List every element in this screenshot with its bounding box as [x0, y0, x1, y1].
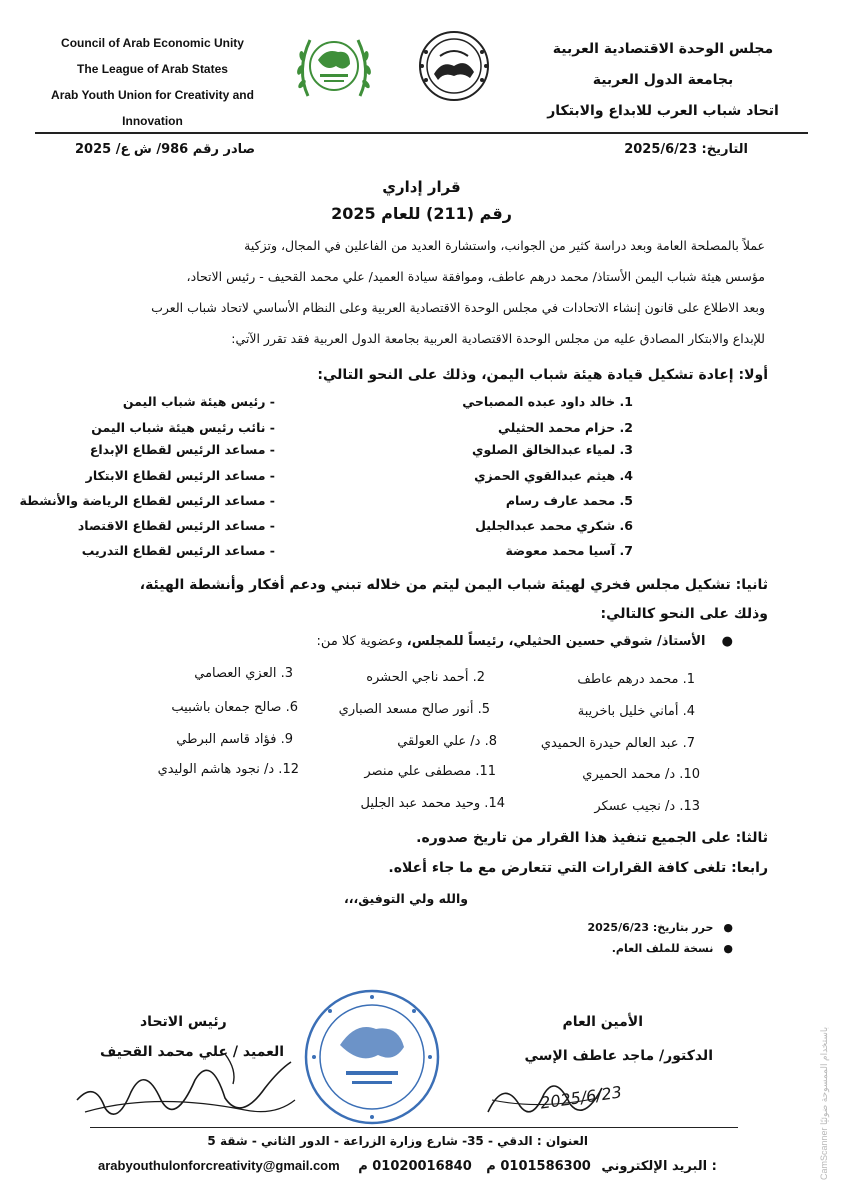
leader-role: - مساعد الرئيس لقطاع الإبداع	[89, 442, 275, 457]
note-text: حرر بتاريخ: 2025/6/23	[587, 921, 714, 934]
en-header-line-4: Innovation	[122, 114, 183, 128]
en-header-line-2: The League of Arab States	[77, 62, 228, 76]
chair-suffix: وعضوية كلا من:	[316, 634, 403, 649]
third-clause: ثالثا: على الجميع تنفيذ هذا القرار من تاريخ صدوره.	[416, 830, 768, 846]
fourth-clause: رابعا: تلغى كافة القرارات التي تتعارض مع ما جاء أعلاه.	[388, 860, 768, 876]
ar-header-line-3: اتحاد شباب العرب للابداع والابتكار	[547, 103, 779, 119]
footer-phone-2: 01020016840 م	[358, 1159, 472, 1174]
leader-name: 3. لمياء عبدالخالق الصلوي	[472, 442, 633, 457]
council-member: 7. عبد العالم حيدرة الحميدي	[540, 736, 695, 751]
leader-name: 1. خالد داود عبده المصباحي	[462, 394, 633, 409]
president-title: رئيس الاتحاد	[140, 1014, 227, 1030]
leader-role: - نائب رئيس هيئة شباب اليمن	[91, 420, 275, 435]
council-member: 4. أماني خليل باخريبة	[577, 704, 695, 719]
secretary-title: الأمين العام	[562, 1014, 643, 1030]
council-member: 6. صالح جمعان باشبيب	[171, 700, 298, 715]
preamble-line: عملاً بالمصلحة العامة وبعد دراسة كثير من الجوانب، واستشارة العديد من الفاعلين في المجال، وتزكية	[244, 238, 765, 253]
scanner-watermark: CamScanner باستخدام الممسوحة ضوئيًا	[819, 1026, 829, 1180]
arabic-header	[533, 34, 793, 127]
copy-note	[612, 942, 733, 955]
council-chair	[317, 634, 733, 649]
footer-email[interactable]: arabyouthulonforcreativity@gmail.com	[98, 1158, 340, 1173]
header-divider	[35, 132, 808, 134]
council-member: 12. د/ نجود هاشم الوليدي	[157, 762, 299, 777]
leader-role: - مساعد الرئيس لقطاع التدريب	[81, 543, 275, 558]
document-date: التاريخ: 2025/6/23	[624, 142, 748, 157]
second-section-heading: ثانيا: تشكيل مجلس فخري لهيئة شباب اليمن ليتم من خلاله تبني ودعم أفكار وأنشطة الهيئة،	[139, 577, 768, 593]
council-member: 2. أحمد ناجي الحشره	[366, 670, 485, 685]
preamble-line: وبعد الاطلاع على قانون إنشاء الاتحادات في مجلس الوحدة الاقتصادية العربية وعلى النظام الأساسي لاتحاد شباب العرب	[151, 300, 765, 315]
leader-role: - رئيس هيئة شباب اليمن	[122, 394, 275, 409]
preamble-line: مؤسس هيئة شباب اليمن الأستاذ/ محمد درهم عاطف، وموافقة سيادة العميد/ علي محمد القحيف - رئيس الاتحاد،	[186, 269, 765, 284]
second-section-subheading: وذلك على النحو كالتالي:	[600, 606, 768, 622]
council-member: 10. د/ محمد الحميري	[582, 767, 700, 782]
council-member: 5. أنور صالح مسعد الصباري	[338, 702, 490, 717]
leader-name: 7. آسيا محمد معوضة	[505, 543, 633, 558]
council-member: 1. محمد درهم عاطف	[577, 672, 695, 687]
council-member: 14. وحيد محمد عبد الجليل	[360, 796, 505, 811]
bullet-icon: ●	[721, 634, 733, 649]
footer-contacts	[98, 1158, 717, 1174]
footer-email-label: : البريد الإلكتروني	[601, 1159, 717, 1174]
footer-divider	[90, 1127, 738, 1128]
council-member: 13. د/ نجيب عسكر	[594, 799, 700, 814]
council-member: 3. العزي العصامي	[194, 666, 293, 681]
en-header-line-1: Council of Arab Economic Unity	[61, 36, 244, 50]
leader-role: - مساعد الرئيس لقطاع الابتكار	[85, 468, 275, 483]
closing-phrase: والله ولي التوفيق،،،	[344, 891, 468, 906]
ar-header-line-2: بجامعة الدول العربية	[592, 72, 734, 88]
youth-union-logo	[292, 26, 376, 110]
leader-name: 6. شكري محمد عبدالجليل	[475, 518, 633, 533]
issued-date-note	[587, 921, 733, 934]
reference-number: صادر رقم 986/ ش ع/ 2025	[75, 142, 256, 157]
president-signature	[65, 1040, 305, 1130]
preamble-line: للإبداع والابتكار المصادق عليه من مجلس الوحدة الاقتصادية العربية بجامعة الدول العربية فقد تقرر الآتي:	[231, 331, 765, 346]
leader-role: - مساعد الرئيس لقطاع الرياضة والأنشطة	[19, 493, 275, 508]
chair-name: الأستاذ/ شوقي حسين الحثيلي، رئيساً للمجلس،	[406, 634, 706, 649]
en-header-line-3: Arab Youth Union for Creativity and	[51, 88, 254, 102]
bullet-icon: ●	[723, 921, 733, 934]
bullet-icon: ●	[723, 942, 733, 955]
leader-name: 2. حزام محمد الحثيلي	[497, 420, 633, 435]
leader-name: 4. هيثم عبدالقوي الحمزي	[474, 468, 633, 483]
president-name: العميد / علي محمد القحيف	[100, 1044, 285, 1060]
footer-phone-1: 0101586300 م	[486, 1159, 591, 1174]
council-member: 11. مصطفى علي منصر	[364, 764, 496, 779]
council-member: 8. د/ علي العولقي	[397, 734, 497, 749]
footer-address: العنوان : الدقي - 35- شارع وزارة الزراعة - الدور الثاني - شقة 5	[207, 1134, 588, 1148]
note-text: نسخة للملف العام.	[611, 942, 714, 955]
first-section-heading: أولا: إعادة تشكيل قيادة هيئة شباب اليمن، وذلك على النحو التالي:	[317, 367, 768, 383]
ar-header-line-1: مجلس الوحدة الاقتصادية العربية	[552, 41, 774, 57]
decision-title: قرار إداري	[382, 178, 461, 196]
decision-number: رقم (211) للعام 2025	[331, 204, 512, 223]
english-header	[40, 30, 265, 134]
leader-name: 5. محمد عارف رسام	[505, 493, 633, 508]
preamble	[75, 230, 765, 354]
secretary-name: الدكتور/ ماجد عاطف الإسي	[524, 1048, 713, 1064]
leader-role: - مساعد الرئيس لقطاع الاقتصاد	[77, 518, 275, 533]
handwritten-date: 2025/6/23	[539, 1082, 623, 1113]
council-member: 9. فؤاد قاسم البرطي	[176, 732, 293, 747]
official-stamp	[300, 985, 445, 1130]
council-emblem	[412, 22, 496, 106]
